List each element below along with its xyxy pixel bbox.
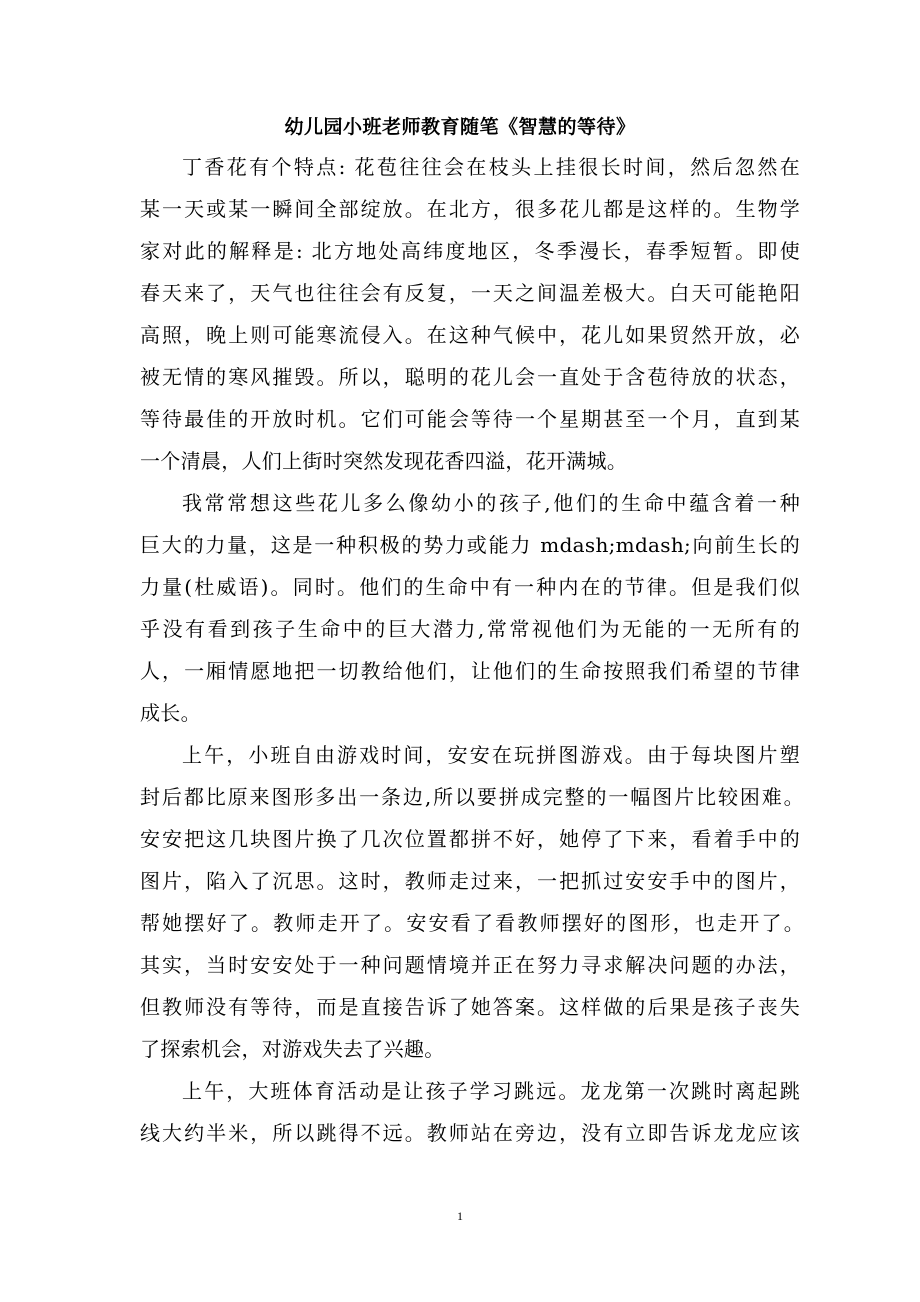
paragraph-1-line-2: 某一天或某一瞬间全部绽放。在北方，很多花儿都是这样的。生物学 <box>140 197 800 221</box>
paragraph-3-line-1: 上午，小班自由游戏时间，安安在玩拼图游戏。由于每块图片塑 <box>182 743 800 767</box>
paragraph-1-line-8: 一个清晨，人们上街时突然发现花香四溢，花开满城。 <box>140 449 628 473</box>
paragraph-3-line-2: 封后都比原来图形多出一条边,所以要拼成完整的一幅图片比较困难。 <box>140 785 804 809</box>
paragraph-1-line-1: 丁香花有个特点: 花苞往往会在枝头上挂很长时间，然后忽然在 <box>182 155 800 179</box>
paragraph-1-line-4: 春天来了，天气也往往会有反复，一天之间温差极大。白天可能艳阳 <box>140 281 800 305</box>
paragraph-1-line-7: 等待最佳的开放时机。它们可能会等待一个星期甚至一个月，直到某 <box>140 407 800 431</box>
page-number: 1 <box>457 1209 463 1223</box>
paragraph-2-line-3: 力量(杜威语)。同时。他们的生命中有一种内在的节律。但是我们似 <box>140 575 800 599</box>
paragraph-3-line-4: 图片，陷入了沉思。这时，教师走过来，一把抓过安安手中的图片， <box>140 869 800 893</box>
paragraph-1-line-3: 家对此的解释是: 北方地处高纬度地区，冬季漫长，春季短暂。即使 <box>140 239 800 263</box>
paragraph-3-line-6: 其实，当时安安处于一种问题情境并正在努力寻求解决问题的办法， <box>140 953 800 977</box>
paragraph-2-line-2: 巨大的力量，这是一种积极的势力或能力 mdash;mdash;向前生长的 <box>140 533 800 557</box>
paragraph-1-line-5: 高照，晚上则可能寒流侵入。在这种气候中，花儿如果贸然开放，必 <box>140 323 800 347</box>
paragraph-2-line-6: 成长。 <box>140 701 201 725</box>
paragraph-3-line-7: 但教师没有等待，而是直接告诉了她答案。这样做的后果是孩子丧失 <box>140 995 800 1019</box>
paragraph-2-line-1: 我常常想这些花儿多么像幼小的孩子,他们的生命中蕴含着一种 <box>182 491 800 515</box>
paragraph-4-line-2: 线大约半米，所以跳得不远。教师站在旁边，没有立即告诉龙龙应该 <box>140 1121 800 1145</box>
paragraph-3-line-5: 帮她摆好了。教师走开了。安安看了看教师摆好的图形，也走开了。 <box>140 911 804 935</box>
paragraph-1-line-6: 被无情的寒风摧毁。所以，聪明的花儿会一直处于含苞待放的状态， <box>140 365 800 389</box>
paragraph-2-line-5: 人，一厢情愿地把一切教给他们，让他们的生命按照我们希望的节律 <box>140 659 800 683</box>
paragraph-2-line-4: 乎没有看到孩子生命中的巨大潜力,常常视他们为无能的一无所有的 <box>140 617 800 641</box>
paragraph-3-line-3: 安安把这几块图片换了几次位置都拼不好，她停了下来，看着手中的 <box>140 827 800 851</box>
document-title: 幼儿园小班老师教育随笔《智慧的等待》 <box>284 116 636 138</box>
paragraph-4-line-1: 上午，大班体育活动是让孩子学习跳远。龙龙第一次跳时离起跳 <box>182 1079 800 1103</box>
paragraph-3-line-8: 了探索机会，对游戏失去了兴趣。 <box>140 1037 445 1061</box>
